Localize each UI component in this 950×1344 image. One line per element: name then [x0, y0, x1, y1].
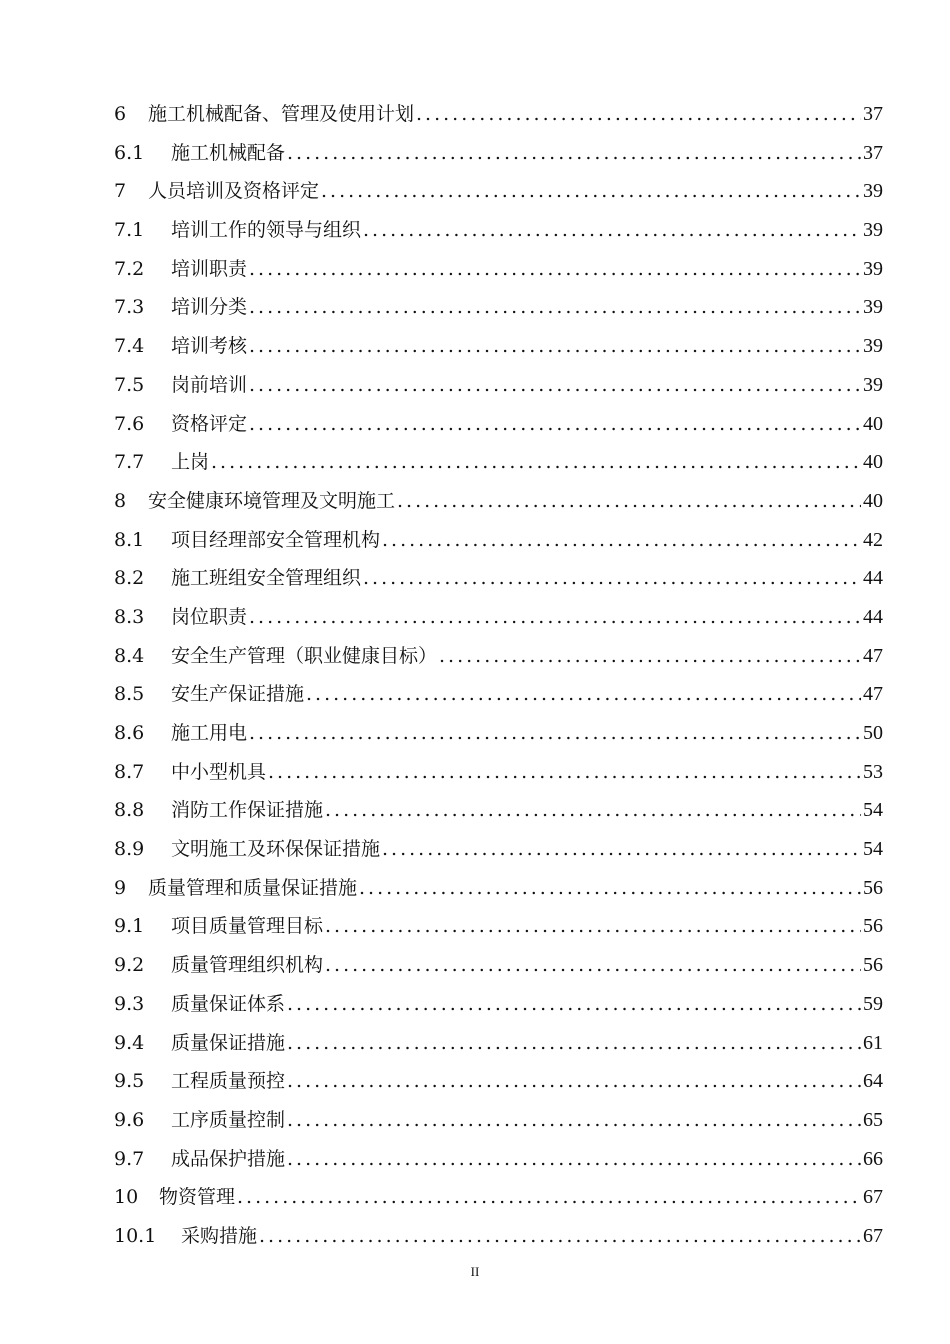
toc-entry-title: 上岗	[171, 451, 210, 474]
toc-entry-number: 7	[114, 180, 127, 203]
toc-entry[interactable]	[114, 1062, 883, 1101]
toc-entry-number: 9.6	[114, 1108, 145, 1131]
toc-entry[interactable]	[114, 1101, 883, 1140]
toc-entry-number: 9.4	[114, 1031, 145, 1054]
toc-entry-number: 7.6	[114, 412, 145, 435]
toc-entry-page-number: 44	[863, 605, 883, 628]
toc-leader-dots	[247, 598, 861, 637]
toc-leader-dots	[285, 1024, 861, 1063]
toc-entry-title: 资格评定	[171, 412, 248, 435]
toc-entry-page-number: 54	[863, 799, 883, 822]
toc-leader-dots	[247, 327, 861, 366]
toc-leader-dots	[414, 95, 861, 134]
toc-entry[interactable]	[114, 637, 883, 676]
toc-entry-title: 工序质量控制	[171, 1108, 286, 1131]
toc-entry-title: 项目质量管理目标	[171, 915, 324, 938]
toc-entry[interactable]	[114, 830, 883, 869]
toc-entry-title: 施工用电	[171, 722, 248, 744]
toc-entry-title: 培训分类	[171, 296, 248, 319]
toc-entry[interactable]	[114, 172, 883, 211]
toc-entry-title: 质量管理和质量保证措施	[148, 876, 358, 899]
toc-entry[interactable]	[114, 327, 883, 366]
toc-entry-number: 9.5	[114, 1070, 145, 1093]
toc-entry[interactable]	[114, 1140, 883, 1179]
toc-leader-dots	[361, 559, 861, 598]
toc-entry-page-number: 39	[863, 296, 883, 319]
toc-entry[interactable]	[114, 907, 883, 946]
toc-entry-page-number: 47	[863, 683, 883, 706]
toc-entry-page-number: 66	[863, 1147, 883, 1170]
table-of-contents	[114, 95, 883, 1256]
toc-leader-dots	[380, 521, 861, 560]
toc-leader-dots	[357, 869, 861, 908]
toc-entry-page-number: 56	[863, 954, 883, 977]
toc-leader-dots	[319, 172, 861, 211]
toc-entry-title: 培训工作的领导与组织	[171, 219, 362, 242]
toc-entry-title: 质量保证措施	[171, 1031, 286, 1054]
toc-entry[interactable]	[114, 521, 883, 560]
toc-entry-number: 9.2	[114, 954, 145, 977]
toc-leader-dots	[257, 1217, 861, 1256]
toc-entry-title: 成品保护措施	[171, 1147, 286, 1170]
toc-entry[interactable]	[114, 1178, 883, 1217]
toc-leader-dots	[304, 675, 861, 714]
toc-entry-page-number: 39	[863, 257, 883, 280]
toc-entry-title: 质量管理组织机构	[171, 954, 324, 977]
toc-entry[interactable]	[114, 559, 883, 598]
toc-leader-dots	[285, 1140, 861, 1179]
toc-entry-page-number: 67	[863, 1224, 883, 1247]
toc-entry[interactable]	[114, 211, 883, 250]
toc-entry-number: 6.1	[114, 141, 145, 164]
toc-entry-title: 培训职责	[171, 257, 248, 280]
toc-entry-page-number: 37	[863, 103, 883, 125]
toc-entry-title: 岗位职责	[171, 605, 248, 628]
toc-entry-page-number: 53	[863, 760, 883, 783]
toc-entry[interactable]	[114, 714, 883, 753]
toc-leader-dots	[380, 830, 861, 869]
toc-entry[interactable]	[114, 753, 883, 792]
toc-entry-page-number: 65	[863, 1108, 883, 1131]
page-footer-number: II	[470, 1264, 480, 1279]
toc-leader-dots	[247, 405, 861, 444]
toc-entry-page-number: 39	[863, 219, 883, 242]
toc-entry-title: 中小型机具	[171, 760, 267, 783]
toc-leader-dots	[323, 791, 861, 830]
toc-entry[interactable]	[114, 869, 883, 908]
toc-entry-number: 7.7	[114, 451, 145, 474]
toc-leader-dots	[247, 714, 861, 753]
toc-leader-dots	[285, 985, 861, 1024]
toc-leader-dots	[437, 637, 861, 676]
toc-leader-dots	[247, 250, 861, 289]
toc-entry-page-number: 42	[863, 528, 883, 551]
toc-entry-number: 7.5	[114, 373, 145, 396]
toc-entry-title: 施工班组安全管理组织	[171, 567, 362, 590]
toc-leader-dots	[361, 211, 861, 250]
toc-entry-page-number: 67	[863, 1186, 883, 1209]
toc-entry[interactable]	[114, 366, 883, 405]
toc-entry-number: 8.3	[114, 605, 145, 628]
toc-entry[interactable]	[114, 134, 883, 173]
toc-entry[interactable]	[114, 288, 883, 327]
toc-entry[interactable]	[114, 482, 883, 521]
toc-leader-dots	[285, 1101, 861, 1140]
toc-entry-page-number: 61	[863, 1031, 883, 1054]
toc-entry-page-number: 59	[863, 992, 883, 1015]
toc-entry-page-number: 40	[863, 412, 883, 435]
toc-entry-title: 采购措施	[181, 1224, 258, 1247]
toc-entry-number: 7.4	[114, 335, 145, 358]
toc-entry-page-number: 40	[863, 451, 883, 474]
toc-entry-page-number: 39	[863, 335, 883, 358]
toc-leader-dots	[395, 482, 861, 521]
toc-entry-number: 8.5	[114, 683, 145, 706]
toc-entry-number: 7.1	[114, 219, 145, 242]
toc-entry-title: 消防工作保证措施	[171, 799, 324, 822]
toc-leader-dots	[247, 366, 861, 405]
toc-entry-number: 6	[114, 103, 127, 125]
toc-entry[interactable]	[114, 95, 883, 134]
toc-entry[interactable]	[114, 250, 883, 289]
toc-entry-page-number: 50	[863, 722, 883, 744]
toc-entry-title: 人员培训及资格评定	[148, 180, 320, 203]
toc-entry[interactable]	[114, 1024, 883, 1063]
toc-entry-title: 施工机械配备	[171, 141, 286, 164]
toc-entry-number: 8.8	[114, 799, 145, 822]
toc-leader-dots	[247, 288, 861, 327]
toc-entry-page-number: 40	[863, 489, 883, 512]
toc-leader-dots	[323, 907, 861, 946]
toc-entry-page-number: 47	[863, 644, 883, 667]
toc-entry-title: 安全健康环境管理及文明施工	[148, 489, 396, 512]
toc-entry-page-number: 39	[863, 373, 883, 396]
toc-entry[interactable]	[114, 1217, 883, 1256]
toc-entry-number: 7.3	[114, 296, 145, 319]
toc-entry-page-number: 37	[863, 141, 883, 164]
toc-entry-number: 8.2	[114, 567, 145, 590]
toc-entry-number: 8	[114, 489, 127, 512]
toc-entry-title: 物资管理	[159, 1186, 236, 1209]
toc-entry-number: 10.1	[114, 1224, 157, 1247]
toc-entry-title: 工程质量预控	[171, 1070, 286, 1093]
toc-entry-number: 8.9	[114, 838, 145, 861]
toc-entry-page-number: 54	[863, 838, 883, 861]
toc-leader-dots	[209, 443, 861, 482]
toc-entry-title: 安全生产管理（职业健康目标）	[171, 644, 438, 667]
toc-leader-dots	[285, 134, 861, 173]
toc-leader-dots	[285, 1062, 861, 1101]
toc-entry-title: 施工机械配备、管理及使用计划	[148, 103, 415, 125]
toc-entry-title: 安生产保证措施	[171, 683, 305, 706]
toc-entry-number: 10	[114, 1186, 139, 1209]
toc-entry-title: 质量保证体系	[171, 992, 286, 1015]
toc-entry-title: 岗前培训	[171, 373, 248, 396]
toc-entry[interactable]	[114, 405, 883, 444]
toc-entry-page-number: 56	[863, 915, 883, 938]
toc-entry[interactable]	[114, 675, 883, 714]
toc-entry-page-number: 44	[863, 567, 883, 590]
toc-entry[interactable]	[114, 985, 883, 1024]
toc-leader-dots	[323, 946, 861, 985]
toc-entry-title: 培训考核	[171, 335, 248, 358]
toc-entry-title: 文明施工及环保保证措施	[171, 838, 381, 861]
toc-entry[interactable]	[114, 946, 883, 985]
toc-entry-page-number: 56	[863, 876, 883, 899]
toc-entry-number: 8.7	[114, 760, 145, 783]
toc-leader-dots	[235, 1178, 861, 1217]
toc-entry-number: 8.1	[114, 528, 145, 551]
toc-entry-number: 9.1	[114, 915, 145, 938]
toc-entry-title: 项目经理部安全管理机构	[171, 528, 381, 551]
toc-entry-number: 7.2	[114, 257, 145, 280]
toc-entry[interactable]	[114, 791, 883, 830]
toc-entry-number: 9.3	[114, 992, 145, 1015]
toc-entry-number: 9	[114, 876, 127, 899]
toc-entry-number: 8.6	[114, 722, 145, 744]
toc-entry[interactable]	[114, 598, 883, 637]
toc-entry[interactable]	[114, 443, 883, 482]
toc-entry-number: 9.7	[114, 1147, 145, 1170]
toc-entry-number: 8.4	[114, 644, 145, 667]
toc-leader-dots	[266, 753, 861, 792]
toc-entry-page-number: 64	[863, 1070, 883, 1093]
toc-entry-page-number: 39	[863, 180, 883, 203]
